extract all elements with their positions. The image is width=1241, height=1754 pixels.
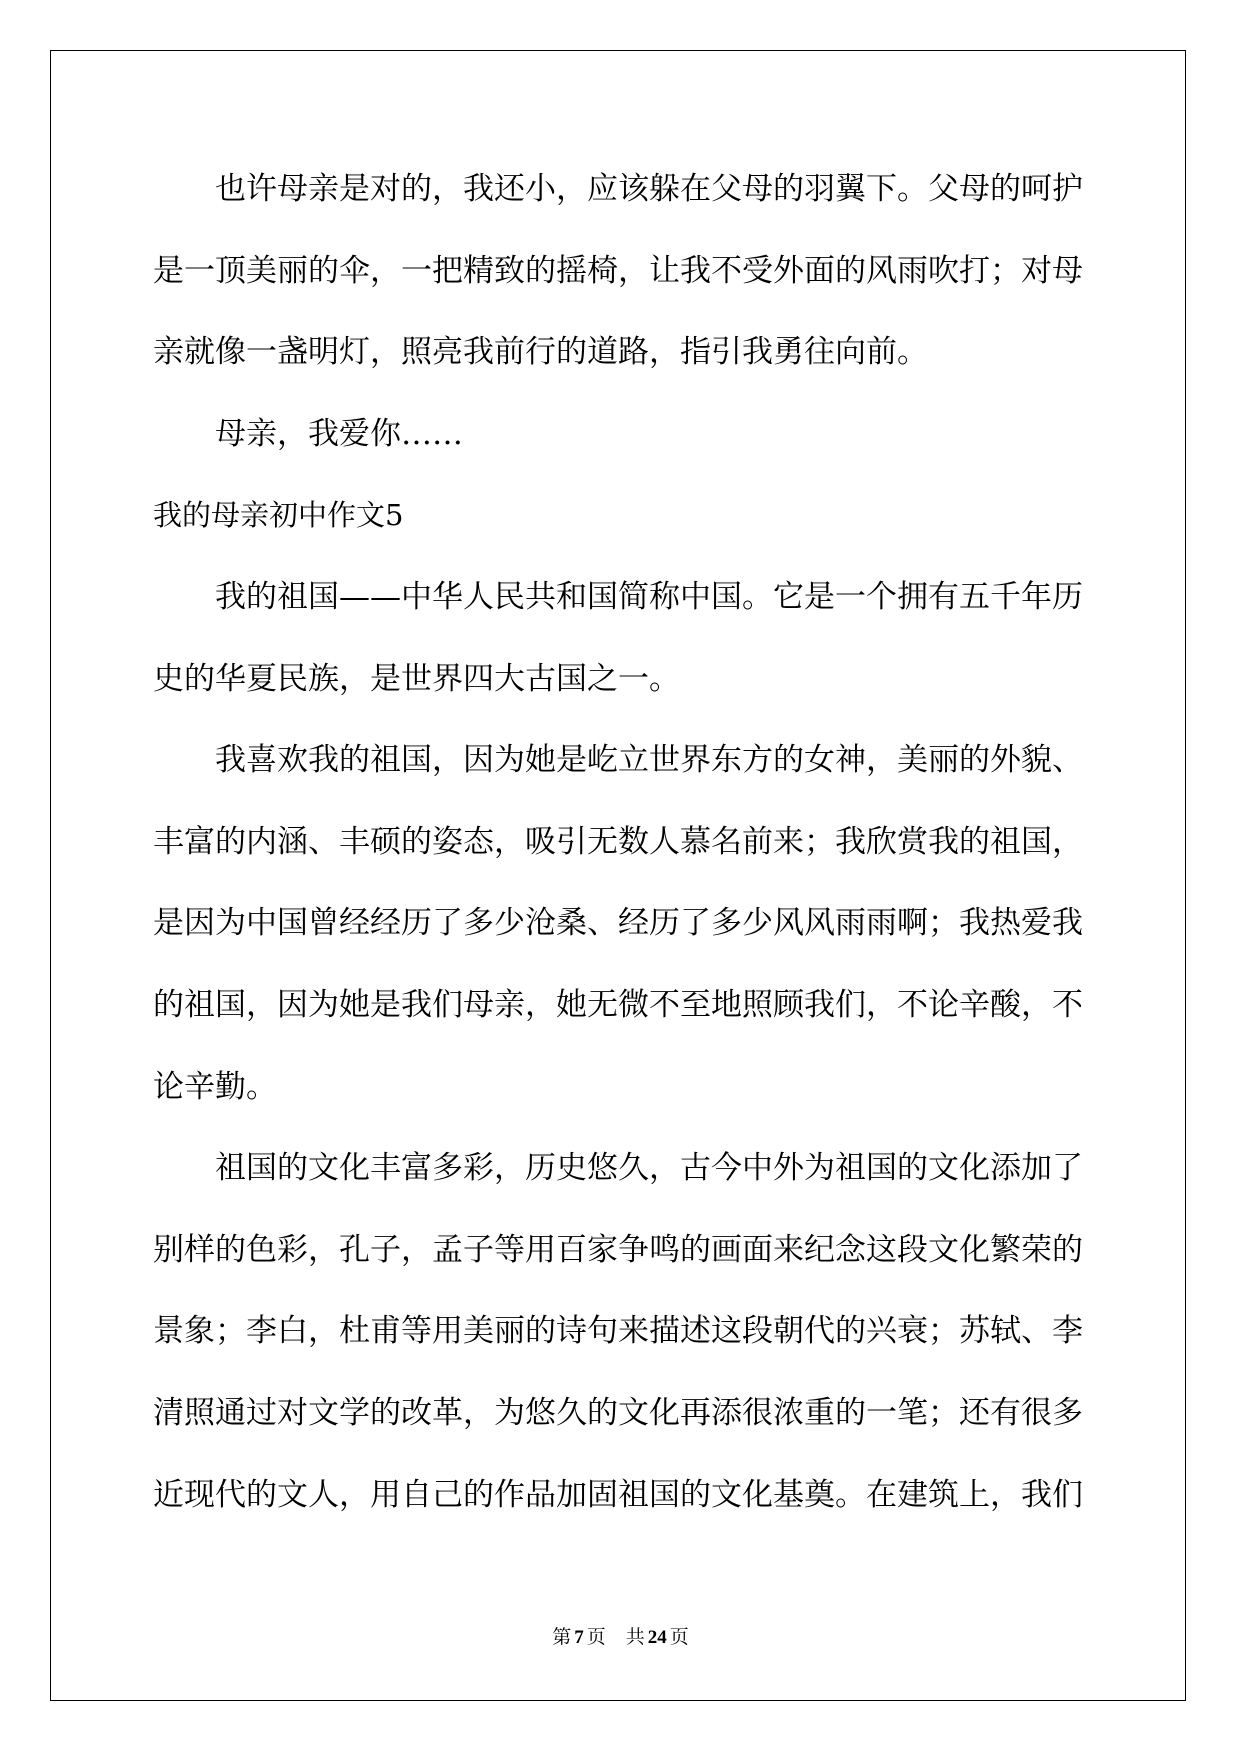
- paragraph-line: 史的华夏民族，是世界四大古国之一。: [153, 660, 680, 697]
- paragraph-line: 我的祖国——中华人民共和国简称中国。它是一个拥有五千年历: [215, 578, 1083, 615]
- paragraph-line: 景象；李白，杜甫等用美丽的诗句来描述这段朝代的兴衰；苏轼、李: [153, 1313, 1083, 1350]
- paragraph-line: 是一顶美丽的伞，一把精致的摇椅，让我不受外面的风雨吹打；对母: [153, 252, 1083, 289]
- page-prefix: 第: [552, 1627, 572, 1648]
- paragraph-line: 别样的色彩，孔子，孟子等用百家争鸣的画面来纪念这段文化繁荣的: [153, 1231, 1083, 1268]
- paragraph-line: 近现代的文人，用自己的作品加固祖国的文化基奠。在建筑上，我们: [153, 1476, 1083, 1513]
- page-footer: [0, 1624, 1241, 1652]
- paragraph-line: 清照通过对文学的改革，为悠久的文化再添很浓重的一笔；还有很多: [153, 1394, 1083, 1431]
- paragraph-line: 丰富的内涵、丰硕的姿态，吸引无数人慕名前来；我欣赏我的祖国，: [153, 823, 1083, 860]
- page-suffix: 页: [586, 1627, 606, 1648]
- paragraph-line: 我喜欢我的祖国，因为她是屹立世界东方的女神，美丽的外貌、: [215, 742, 1083, 779]
- paragraph-line: 亲就像一盏明灯，照亮我前行的道路，指引我勇往向前。: [153, 334, 928, 371]
- total-prefix: 共: [625, 1627, 645, 1648]
- paragraph-line: 的祖国，因为她是我们母亲，她无微不至地照顾我们，不论辛酸，不: [153, 986, 1083, 1023]
- paragraph-line: 论辛勤。: [153, 1068, 277, 1105]
- total-pages: 24: [647, 1627, 667, 1648]
- page-number: 7: [574, 1627, 584, 1648]
- paragraph-line: 母亲，我爱你……: [215, 415, 463, 452]
- paragraph-line: 是因为中国曾经经历了多少沧桑、经历了多少风风雨雨啊；我热爱我: [153, 905, 1083, 942]
- total-suffix: 页: [669, 1627, 689, 1648]
- paragraph-line: 也许母亲是对的，我还小，应该躲在父母的羽翼下。父母的呵护: [215, 171, 1083, 207]
- paragraph-line: 祖国的文化丰富多彩，历史悠久，古今中外为祖国的文化添加了: [215, 1150, 1083, 1187]
- section-heading: 我的母亲初中作文5: [153, 498, 404, 533]
- document-body: [153, 149, 1093, 1536]
